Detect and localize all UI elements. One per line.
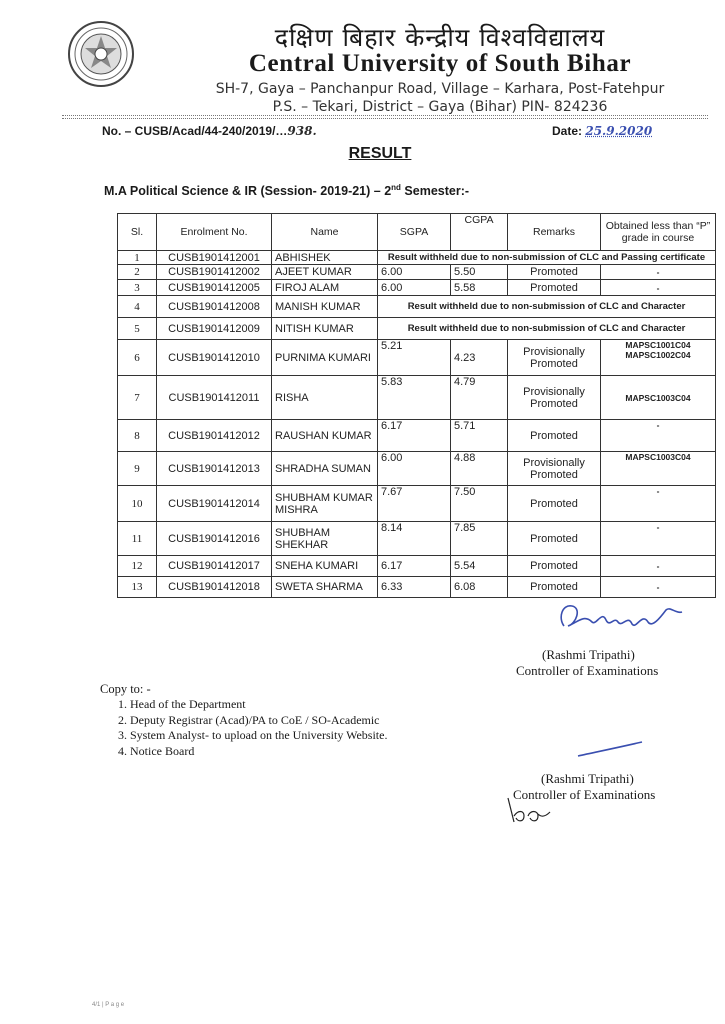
cell-sgpa: 6.00	[378, 265, 451, 280]
cell-obtained: -	[601, 522, 716, 556]
cell-obtained: -	[601, 486, 716, 522]
cell-remarks: Promoted	[508, 522, 601, 556]
cell-remarks: Promoted	[508, 265, 601, 280]
cell-name: SHRADHA SUMAN	[272, 452, 378, 486]
cell-sl: 2	[118, 265, 157, 280]
cell-sgpa: 6.17	[378, 556, 451, 577]
table-header-row	[118, 214, 716, 251]
cell-sl: 1	[118, 251, 157, 265]
cell-remarks: Provisionally Promoted	[508, 452, 601, 486]
table-row	[118, 522, 716, 556]
cell-enrolment: CUSB1901412016	[157, 522, 272, 556]
page-footer-mark: 4/1 | P a g e	[92, 1002, 125, 1008]
signature-2-name: (Rashmi Tripathi)	[541, 771, 634, 786]
header-sgpa: SGPA	[378, 214, 451, 251]
date-label: Date:	[552, 124, 583, 138]
initials-image	[504, 796, 554, 826]
cell-enrolment: CUSB1901412010	[157, 340, 272, 376]
date-handwritten: 25.9.2020	[585, 124, 653, 138]
cell-enrolment: CUSB1901412013	[157, 452, 272, 486]
reference-number-label: No. – CUSB/Acad/44-240/2019/…	[102, 124, 288, 138]
cell-sl: 8	[118, 420, 157, 452]
university-address	[160, 80, 720, 116]
table-row	[118, 376, 716, 420]
university-name: Central University of South Bihar	[248, 50, 632, 77]
table-row	[118, 577, 716, 598]
copy-to-label: Copy to: -	[100, 682, 151, 696]
cell-name: FIROJ ALAM	[272, 280, 378, 296]
cell-sl: 7	[118, 376, 157, 420]
table-row	[118, 340, 716, 376]
cell-name: SHUBHAM SHEKHAR	[272, 522, 378, 556]
table-row	[118, 556, 716, 577]
cell-name: SHUBHAM KUMAR MISHRA	[272, 486, 378, 522]
cell-cgpa: 7.50	[451, 486, 508, 522]
document-date	[552, 124, 652, 138]
cell-enrolment: CUSB1901412005	[157, 280, 272, 296]
signature-2-stroke	[576, 738, 646, 762]
cell-name: MANISH KUMAR	[272, 296, 378, 318]
cell-cgpa: 5.54	[451, 556, 508, 577]
signature-1-image	[556, 596, 696, 636]
cell-obtained: -	[601, 265, 716, 280]
table-row	[118, 296, 716, 318]
cell-name: RISHA	[272, 376, 378, 420]
header-remarks: Remarks	[508, 214, 601, 251]
header-divider-2	[62, 118, 708, 119]
table-row	[118, 486, 716, 522]
table-row	[118, 251, 716, 265]
cell-enrolment: CUSB1901412001	[157, 251, 272, 265]
cell-enrolment: CUSB1901412008	[157, 296, 272, 318]
cell-sgpa: 6.33	[378, 577, 451, 598]
session-sup: nd	[391, 183, 401, 192]
result-table	[117, 213, 716, 598]
list-item: 3. System Analyst- to upload on the University Website.	[118, 728, 388, 742]
cell-obtained: -	[601, 556, 716, 577]
cell-remarks: Promoted	[508, 556, 601, 577]
cell-sl: 10	[118, 486, 157, 522]
header-enrolment: Enrolment No.	[157, 214, 272, 251]
cell-cgpa: 5.50	[451, 265, 508, 280]
copy-to-list	[118, 697, 387, 759]
initials-mark	[504, 796, 554, 826]
reference-number	[102, 124, 317, 138]
cell-obtained: MAPSC1003C04	[601, 376, 716, 420]
cell-cgpa: 4.79	[451, 376, 508, 420]
cell-withheld: Result withheld due to non-submission of CLC and Character	[378, 318, 716, 340]
cell-name: PURNIMA KUMARI	[272, 340, 378, 376]
cell-sgpa: 7.67	[378, 486, 451, 522]
table-row	[118, 452, 716, 486]
cell-name: RAUSHAN KUMAR	[272, 420, 378, 452]
header-sl: Sl.	[118, 214, 157, 251]
cell-sgpa: 6.17	[378, 420, 451, 452]
cell-enrolment: CUSB1901412002	[157, 265, 272, 280]
cell-sl: 11	[118, 522, 157, 556]
cell-enrolment: CUSB1901412014	[157, 486, 272, 522]
table-row	[118, 265, 716, 280]
cell-sgpa: 6.00	[378, 452, 451, 486]
cell-sgpa: 6.00	[378, 280, 451, 296]
university-seal-logo	[67, 20, 135, 88]
session-heading	[104, 183, 469, 198]
cell-remarks: Promoted	[508, 280, 601, 296]
cell-sgpa: 5.83	[378, 376, 451, 420]
cell-obtained: -	[601, 577, 716, 598]
cell-sl: 9	[118, 452, 157, 486]
cell-enrolment: CUSB1901412009	[157, 318, 272, 340]
cell-name: NITISH KUMAR	[272, 318, 378, 340]
address-line-1: SH-7, Gaya – Panchanpur Road, Village – Karhara, Post-Fatehpur	[215, 81, 665, 97]
cell-cgpa: 5.71	[451, 420, 508, 452]
reference-number-handwritten: 938.	[287, 124, 317, 138]
table-row	[118, 318, 716, 340]
cell-remarks: Promoted	[508, 420, 601, 452]
cell-name: SNEHA KUMARI	[272, 556, 378, 577]
signature-2-title: Controller of Examinations	[513, 787, 656, 802]
cell-sl: 13	[118, 577, 157, 598]
address-line-2: P.S. – Tekari, District – Gaya (Bihar) PIN- 824236	[272, 99, 608, 115]
header-name: Name	[272, 214, 378, 251]
cell-enrolment: CUSB1901412018	[157, 577, 272, 598]
header-cgpa: CGPA	[451, 214, 508, 251]
page-title: RESULT	[348, 145, 412, 162]
cell-name: AJEET KUMAR	[272, 265, 378, 280]
cell-obtained: -	[601, 280, 716, 296]
list-item: 2. Deputy Registrar (Acad)/PA to CoE / SO-Academic	[118, 712, 380, 727]
cell-enrolment: CUSB1901412012	[157, 420, 272, 452]
cell-enrolment: CUSB1901412011	[157, 376, 272, 420]
cell-obtained: MAPSC1001C04 MAPSC1002C04	[601, 340, 716, 376]
cell-name: ABHISHEK	[272, 251, 378, 265]
list-item: 4. Notice Board	[118, 743, 195, 758]
cell-withheld: Result withheld due to non-submission of CLC and Passing certificate	[378, 251, 716, 265]
session-suffix: Semester:-	[404, 184, 470, 199]
cell-sgpa: 8.14	[378, 522, 451, 556]
cell-sgpa: 5.21	[378, 340, 451, 376]
cell-obtained: -	[601, 420, 716, 452]
cell-sl: 12	[118, 556, 157, 577]
cell-sl: 5	[118, 318, 157, 340]
cell-cgpa: 4.23	[451, 340, 508, 376]
cell-remarks: Promoted	[508, 486, 601, 522]
cell-cgpa: 5.58	[451, 280, 508, 296]
university-name-hindi: दक्षिण बिहार केन्द्रीय विश्वविद्यालय	[274, 23, 606, 52]
signature-1	[556, 596, 696, 636]
cell-remarks: Provisionally Promoted	[508, 340, 601, 376]
cell-cgpa: 7.85	[451, 522, 508, 556]
list-item: 1. Head of the Department	[118, 697, 246, 711]
header-obtained: Obtained less than “P” grade in course	[601, 214, 716, 251]
cell-cgpa: 4.88	[451, 452, 508, 486]
cell-withheld: Result withheld due to non-submission of CLC and Character	[378, 296, 716, 318]
cell-enrolment: CUSB1901412017	[157, 556, 272, 577]
table-row	[118, 420, 716, 452]
cell-sl: 6	[118, 340, 157, 376]
cell-name: SWETA SHARMA	[272, 577, 378, 598]
session-text: M.A Political Science & IR (Session- 2019-21) – 2	[104, 184, 392, 199]
cell-remarks: Promoted	[508, 577, 601, 598]
cell-remarks: Provisionally Promoted	[508, 376, 601, 420]
header-divider	[62, 115, 708, 116]
table-row	[118, 280, 716, 296]
cell-sl: 3	[118, 280, 157, 296]
cell-sl: 4	[118, 296, 157, 318]
signature-1-name: (Rashmi Tripathi)	[542, 647, 635, 662]
cell-obtained: MAPSC1003C04	[601, 452, 716, 486]
signature-1-title: Controller of Examinations	[516, 663, 659, 678]
cell-cgpa: 6.08	[451, 577, 508, 598]
